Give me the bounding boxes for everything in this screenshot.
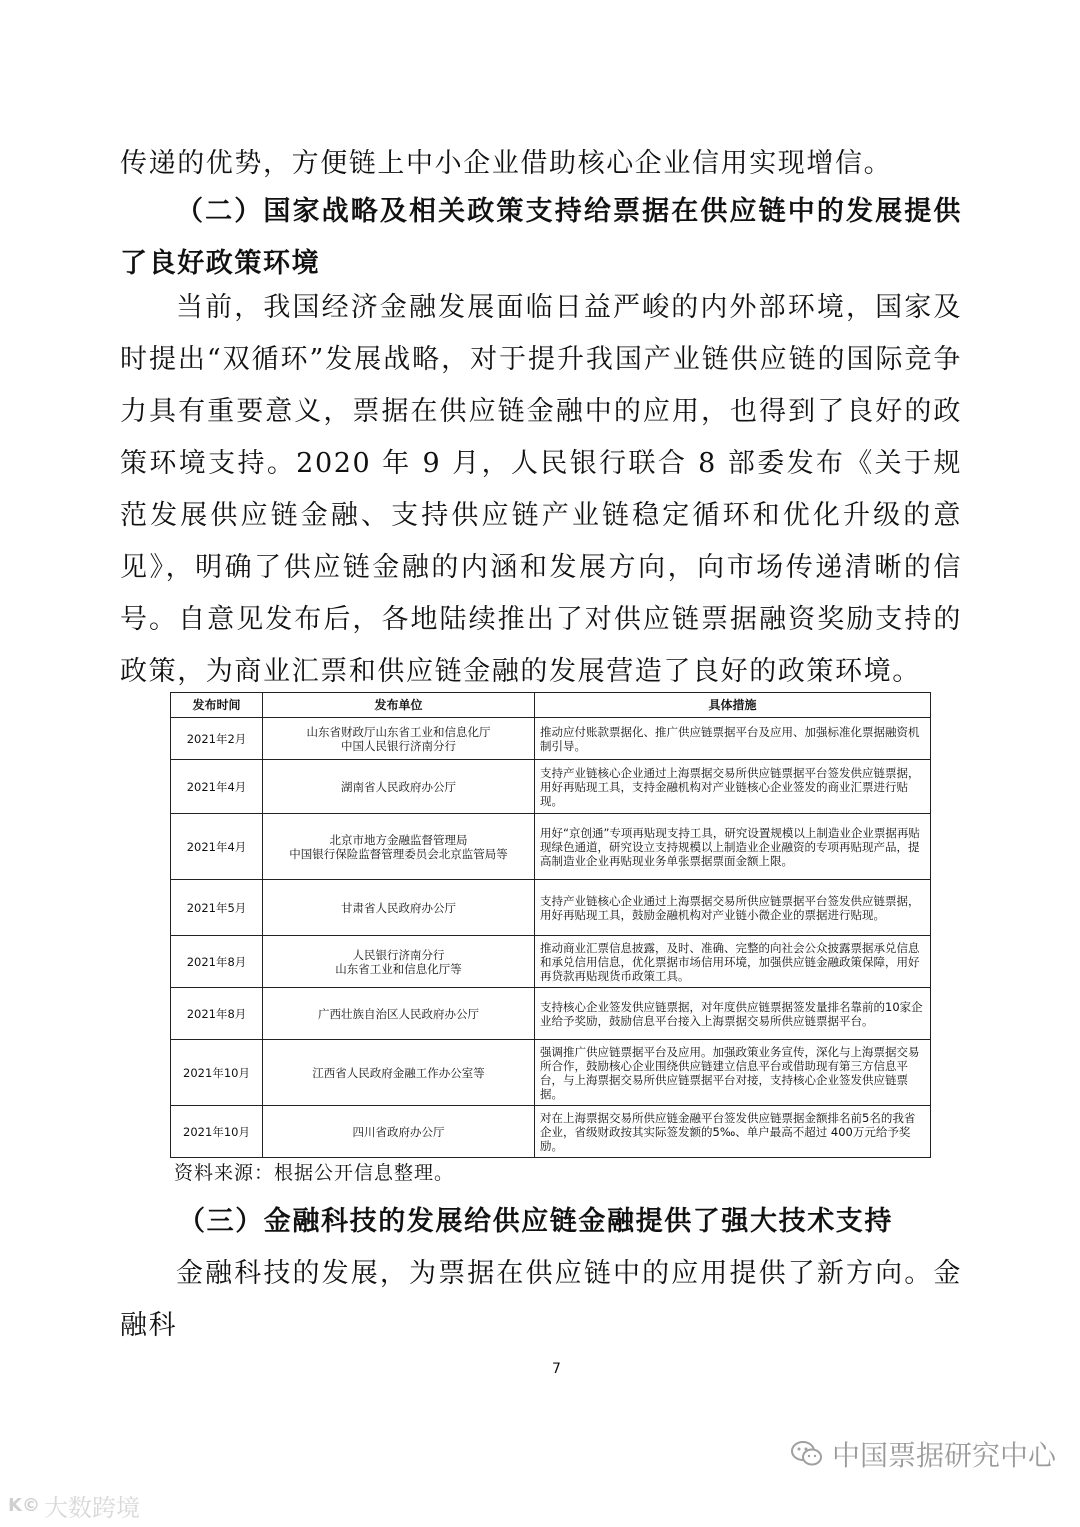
table-source-note: 资料来源：根据公开信息整理。	[174, 1162, 455, 1184]
page-number: 7	[552, 1361, 561, 1377]
watermark-left-text: 大数跨境	[43, 1494, 140, 1522]
unit-line: 湖南省人民政府办公厅	[341, 779, 456, 794]
cell-time: 2021年4月	[171, 760, 263, 814]
unit-line: 广西壮族自治区人民政府办公厅	[318, 1006, 479, 1021]
section-heading-3: （三）金融科技的发展给供应链金融提供了强大技术支持	[178, 1206, 893, 1237]
unit-line: 山东省工业和信息化厅等	[335, 961, 462, 976]
cell-unit	[263, 760, 535, 814]
policy-table	[170, 692, 931, 1158]
wechat-icon	[790, 1439, 824, 1469]
unit-line: 中国人民银行济南分行	[341, 738, 456, 753]
table-row	[171, 718, 931, 760]
cell-measure: 对在上海票据交易所供应链金融平台签发供应链票据金额排名前5名的我省企业，省级财政按其实际签发额的5‰、单户最高不超过 400万元给予奖励。	[535, 1106, 931, 1158]
table-row	[171, 880, 931, 936]
unit-line: 中国银行保险监督管理委员会北京监管局等	[289, 846, 508, 861]
cell-time: 2021年8月	[171, 936, 263, 988]
policy-table-wrapper	[170, 692, 930, 1158]
cell-measure: 用好“京创通”专项再贴现支持工具，研究设置规模以上制造业企业票据再贴现绿色通道，研究设立支持规模以上制造业企业融资的专项再贴现产品，提高制造业企业再贴现业务单张票据票面金额上限。	[535, 814, 931, 880]
site-logo-icon: K©	[8, 1495, 40, 1516]
header-unit: 发布单位	[263, 693, 535, 718]
cell-measure: 强调推广供应链票据平台及应用。加强政策业务宣传，深化与上海票据交易所合作，鼓励核心企业围绕供应链建立信息平台或借助现有第三方信息平台，与上海票据交易所供应链票据平台对接，支持核心企业签发供应链票据。	[535, 1040, 931, 1106]
cell-unit	[263, 1040, 535, 1106]
unit-line: 山东省财政厅山东省工业和信息化厅	[306, 724, 491, 739]
unit-line: 江西省人民政府金融工作办公室等	[312, 1065, 485, 1080]
continuation-paragraph: 传递的优势，方便链上中小企业借助核心企业信用实现增信。	[120, 148, 893, 179]
unit-line: 四川省政府办公厅	[352, 1124, 445, 1139]
cell-measure: 推动应付账款票据化、推广供应链票据平台及应用、加强标准化票据融资机制引导。	[535, 718, 931, 760]
section-heading-2: （二）国家战略及相关政策支持给票据在供应链中的发展提供了良好政策环境	[120, 196, 962, 279]
cell-time: 2021年5月	[171, 880, 263, 936]
cell-measure: 支持产业链核心企业通过上海票据交易所供应链票据平台签发供应链票据，用好再贴现工具，鼓励金融机构对产业链小微企业的票据进行贴现。	[535, 880, 931, 936]
cell-unit	[263, 936, 535, 988]
cell-unit	[263, 814, 535, 880]
cell-measure: 推动商业汇票信息披露，及时、准确、完整的向社会公众披露票据承兑信息和承兑信用信息，优化票据市场信用环境，加强供应链金融政策保障，用好再贷款再贴现货币政策工具。	[535, 936, 931, 988]
policy-paragraph: 当前，我国经济金融发展面临日益严峻的内外部环境，国家及时提出“双循环”发展战略，对于提升我国产业链供应链的国际竞争力具有重要意义，票据在供应链金融中的应用，也得到了良好的政策环境支持。2020 年 9 月，人民银行联合 8 部委发布《关于规范发展供应链金融、支持供应链产业链稳定循环和优化升级的意见》，明确了供应链金融的内涵和发展方向，向市场传递清晰的信号。自意见发布后，各地陆续推出了对供应链票据融资奖励支持的政策，为商业汇票和供应链金融的发展营造了良好的政策环境。	[120, 292, 962, 687]
table-row	[171, 760, 931, 814]
unit-line: 北京市地方金融监督管理局	[329, 832, 468, 847]
table-row	[171, 936, 931, 988]
table-row	[171, 814, 931, 880]
watermark-right-text: 中国票据研究中心	[832, 1439, 1057, 1472]
fintech-paragraph: 金融科技的发展，为票据在供应链中的应用提供了新方向。金融科	[120, 1258, 962, 1341]
header-measure: 具体措施	[535, 693, 931, 718]
table-row	[171, 1106, 931, 1158]
cell-time: 2021年10月	[171, 1040, 263, 1106]
cell-unit	[263, 718, 535, 760]
unit-line: 人民银行济南分行	[352, 947, 445, 962]
header-time: 发布时间	[171, 693, 263, 718]
cell-measure: 支持产业链核心企业通过上海票据交易所供应链票据平台签发供应链票据，用好再贴现工具，支持金融机构对产业链核心企业签发的商业汇票进行贴现。	[535, 760, 931, 814]
table-row	[171, 1040, 931, 1106]
site-watermark	[8, 1488, 140, 1523]
cell-time: 2021年8月	[171, 988, 263, 1040]
table-header-row	[171, 693, 931, 718]
cell-time: 2021年10月	[171, 1106, 263, 1158]
cell-unit	[263, 1106, 535, 1158]
cell-time: 2021年2月	[171, 718, 263, 760]
cell-time: 2021年4月	[171, 814, 263, 880]
table-row	[171, 988, 931, 1040]
unit-line: 甘肃省人民政府办公厅	[341, 900, 456, 915]
cell-unit	[263, 880, 535, 936]
cell-unit	[263, 988, 535, 1040]
wechat-watermark	[790, 1434, 1056, 1474]
cell-measure: 支持核心企业签发供应链票据，对年度供应链票据签发量排名靠前的10家企业给予奖励，鼓励信息平台接入上海票据交易所供应链票据平台。	[535, 988, 931, 1040]
